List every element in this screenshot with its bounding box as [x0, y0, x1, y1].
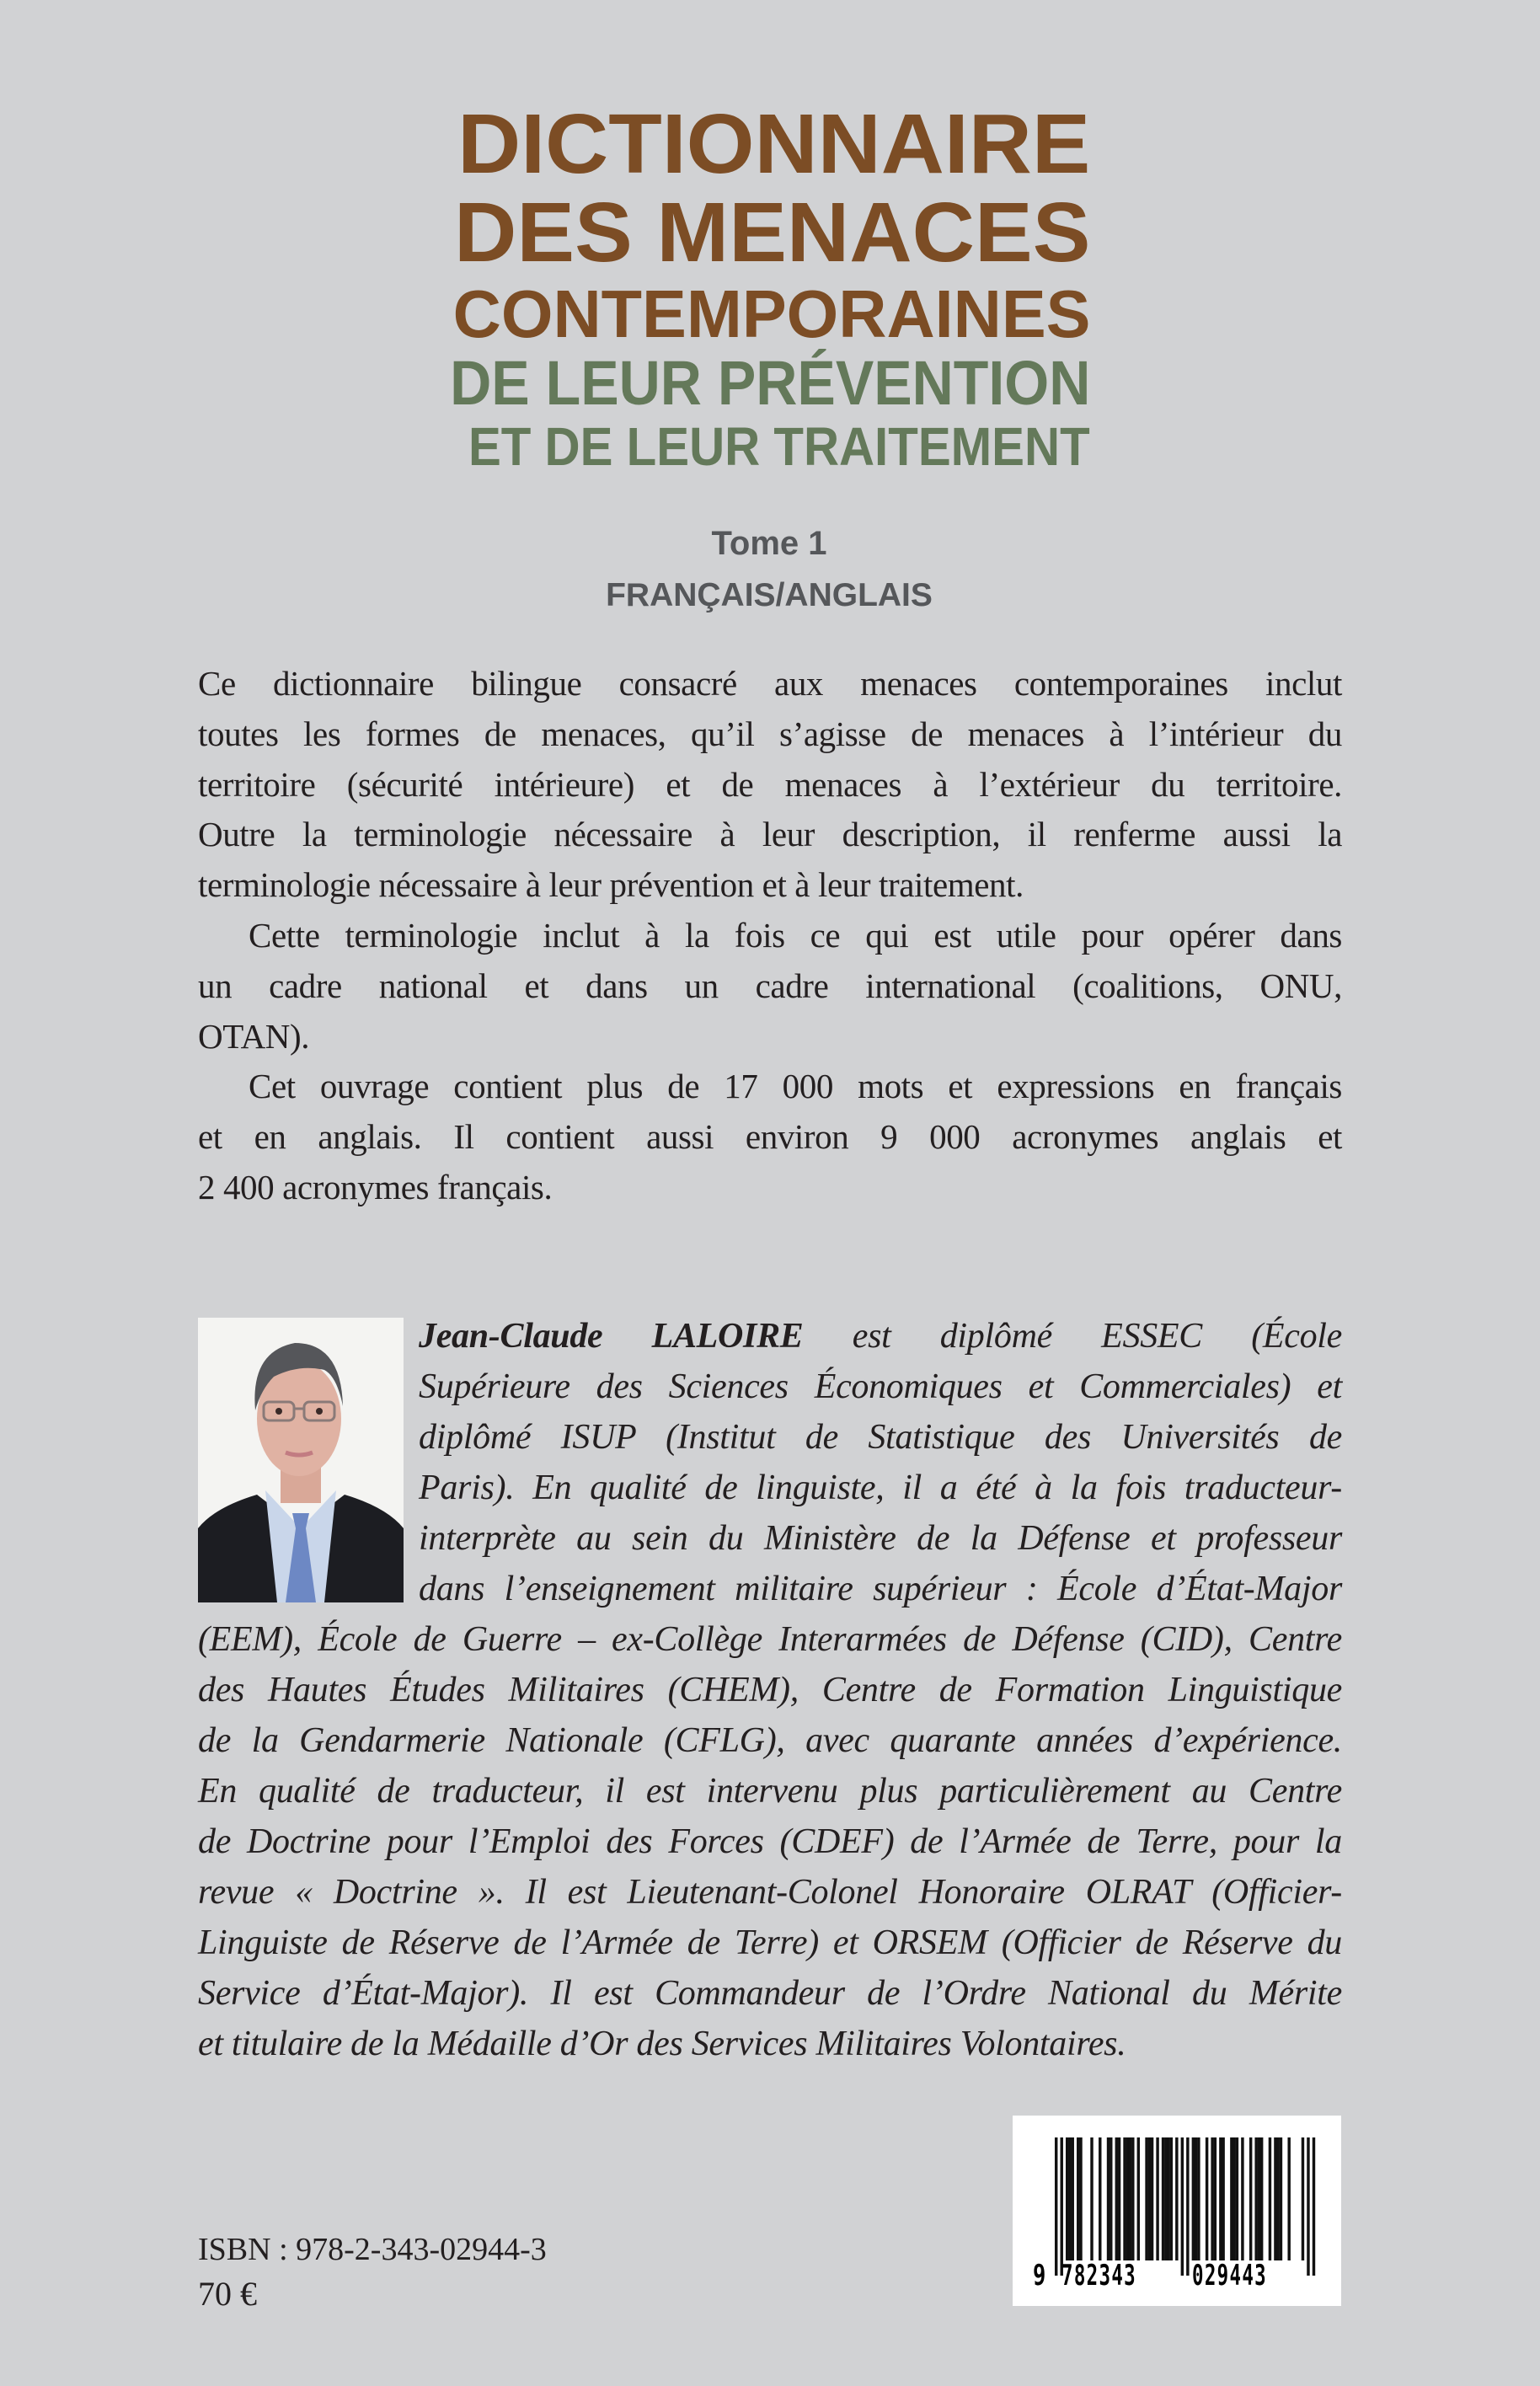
author-bio-line: de Doctrine pour l’Emploi des Forces (CDEF) de l’Armée de Terre, pour la	[198, 1822, 1342, 1861]
barcode-bar	[1276, 2137, 1279, 2260]
subtitle-line-2	[407, 415, 1090, 479]
description-line: un cadre national et dans un cadre international (coalitions, ONU,	[198, 966, 1342, 1005]
author-bio-line: Supérieure des Sciences Économiques et Commerciales) et	[419, 1367, 1342, 1406]
barcode-guard-bar	[1307, 2137, 1309, 2276]
barcode-bar	[1079, 2137, 1082, 2260]
barcode-bar	[1170, 2137, 1173, 2260]
author-bio-line: revue « Doctrine ». Il est Lieutenant-Colonel Honoraire OLRAT (Officier-	[198, 1873, 1342, 1912]
barcode-bar	[1249, 2137, 1252, 2260]
subtitle-text: ET DE LEUR TRAITEMENT	[468, 416, 1090, 477]
barcode-bar	[1123, 2137, 1126, 2260]
barcode-right-digits: 029443	[1192, 2259, 1267, 2292]
barcode-bar	[1260, 2137, 1263, 2260]
subtitle-line-1	[394, 346, 1090, 420]
barcode-bar	[1131, 2137, 1134, 2260]
author-bio-line: Service d’État-Major). Il est Commandeur de l’Ordre National du Mérite	[198, 1974, 1342, 2013]
barcode-bar	[1072, 2137, 1074, 2260]
author-name: Jean-Claude LALOIRE	[419, 1317, 804, 1356]
description-line: Cette terminologie inclut à la fois ce qui est utile pour opérer dans	[249, 916, 1342, 955]
barcode-guard-bar	[1313, 2137, 1315, 2276]
barcode-bar	[1162, 2137, 1164, 2260]
title-line-1	[457, 94, 1090, 195]
description-line: Ce dictionnaire bilingue consacré aux menaces contemporaines inclut	[198, 664, 1342, 703]
subtitle-text: DE LEUR PRÉVENTION	[449, 348, 1090, 418]
author-bio-line: des Hautes Études Militaires (CHEM), Centre de Formation Linguistique	[198, 1671, 1342, 1709]
isbn: ISBN : 978-2-343-02944-3	[198, 2232, 547, 2267]
title-text: DICTIONNAIRE	[457, 97, 1090, 191]
description-line: terminologie nécessaire à leur prévention et à leur traitement.	[198, 865, 1024, 904]
languages-label: FRANÇAIS/ANGLAIS	[606, 577, 933, 613]
barcode-bar	[1077, 2137, 1079, 2260]
volume-label: Tome 1	[711, 525, 827, 562]
barcode-bar	[1195, 2137, 1197, 2260]
description-line: toutes les formes de menaces, qu’il s’agisse de menaces à l’intérieur du	[198, 714, 1342, 753]
barcode-bar	[1129, 2137, 1131, 2260]
barcode-bar	[1066, 2137, 1068, 2260]
barcode-bar	[1192, 2137, 1195, 2260]
barcode-guard-bar	[1061, 2137, 1063, 2276]
barcode-bar	[1214, 2137, 1216, 2260]
barcode-guard-bar	[1055, 2137, 1057, 2276]
title-text: DES MENACES	[453, 185, 1090, 280]
barcode-bar	[1287, 2137, 1290, 2260]
barcode-bar	[1118, 2137, 1120, 2260]
description-line: et en anglais. Il contient aussi environ 9 000 acronymes anglais et	[198, 1117, 1342, 1156]
barcode-bar	[1197, 2137, 1200, 2260]
barcode-bar	[1211, 2137, 1213, 2260]
barcode-bar	[1099, 2137, 1101, 2260]
barcode-bar	[1274, 2137, 1276, 2260]
barcode-guard-bar	[1186, 2137, 1189, 2276]
barcode-bar	[1175, 2137, 1178, 2260]
title-line-2	[453, 182, 1090, 283]
description-line: OTAN).	[198, 1017, 310, 1056]
barcode-bar	[1241, 2137, 1243, 2260]
barcode-left-digits: 782343	[1061, 2259, 1136, 2292]
barcode	[1013, 2116, 1341, 2306]
title-line-3	[446, 274, 1091, 355]
author-bio-line: interprète au sein du Ministère de la Défense et professeur	[419, 1519, 1342, 1558]
barcode-bar	[1269, 2137, 1271, 2260]
barcode-bar	[1115, 2137, 1118, 2260]
barcode-bar	[1110, 2137, 1112, 2260]
barcode-bar	[1254, 2137, 1257, 2260]
description-line: Outre la terminologie nécessaire à leur description, il renferme aussi la	[198, 815, 1342, 853]
barcode-bar	[1156, 2137, 1158, 2260]
title-text: CONTEMPORAINES	[452, 276, 1090, 351]
barcode-bar	[1230, 2137, 1233, 2260]
barcode-first-digit: 9	[1033, 2259, 1046, 2292]
description-line: Cet ouvrage contient plus de 17 000 mots et expressions en français	[249, 1067, 1342, 1105]
author-bio-line: Paris). En qualité de linguiste, il a été à la fois traducteur-	[419, 1469, 1342, 1507]
author-bio-line: diplômé ISUP (Institut de Statistique des Universités de	[419, 1418, 1342, 1457]
barcode-bar	[1167, 2137, 1169, 2260]
author-bio-line: Linguiste de Réserve de l’Armée de Terre) et ORSEM (Officier de Réserve du	[198, 1923, 1342, 1962]
author-bio-line	[419, 1311, 1342, 1362]
barcode-bar	[1148, 2137, 1151, 2260]
barcode-bar	[1258, 2137, 1260, 2260]
author-bio-line: de la Gendarmerie Nationale (CFLG), avec quarante années d’expérience.	[198, 1721, 1342, 1760]
description-line: territoire (sécurité intérieure) et de menaces à l’extérieur du territoire.	[198, 765, 1342, 804]
author-bio-line: En qualité de traducteur, il est intervenu plus particulièrement au Centre	[198, 1772, 1342, 1811]
author-photo	[198, 1318, 404, 1602]
barcode-bar	[1107, 2137, 1110, 2260]
barcode-guard-bar	[1181, 2137, 1184, 2276]
description-line: 2 400 acronymes français.	[198, 1168, 553, 1206]
barcode-bar	[1090, 2137, 1093, 2260]
author-bio-line: dans l’enseignement militaire supérieur : École d’État-Major	[419, 1570, 1342, 1608]
barcode-bar	[1233, 2137, 1235, 2260]
author-bio-line: et titulaire de la Médaille d’Or des Services Militaires Volontaires.	[198, 2025, 1126, 2063]
price: 70 €	[198, 2275, 257, 2313]
barcode-bar	[1164, 2137, 1167, 2260]
barcode-bar	[1206, 2137, 1208, 2260]
barcode-bar	[1137, 2137, 1140, 2260]
barcode-bar	[1151, 2137, 1153, 2260]
barcode-bar	[1126, 2137, 1129, 2260]
author-bio-text: est diplômé ESSEC (École	[803, 1317, 1343, 1356]
barcode-bar	[1236, 2137, 1238, 2260]
barcode-bar	[1219, 2137, 1222, 2260]
barcode-bar	[1145, 2137, 1147, 2260]
barcode-bar	[1280, 2137, 1282, 2260]
barcode-bar	[1302, 2137, 1304, 2260]
author-bio-line: (EEM), École de Guerre – ex-Collège Interarmées de Défense (CID), Centre	[198, 1620, 1342, 1659]
barcode-bar	[1068, 2137, 1071, 2260]
barcode-bar	[1222, 2137, 1224, 2260]
